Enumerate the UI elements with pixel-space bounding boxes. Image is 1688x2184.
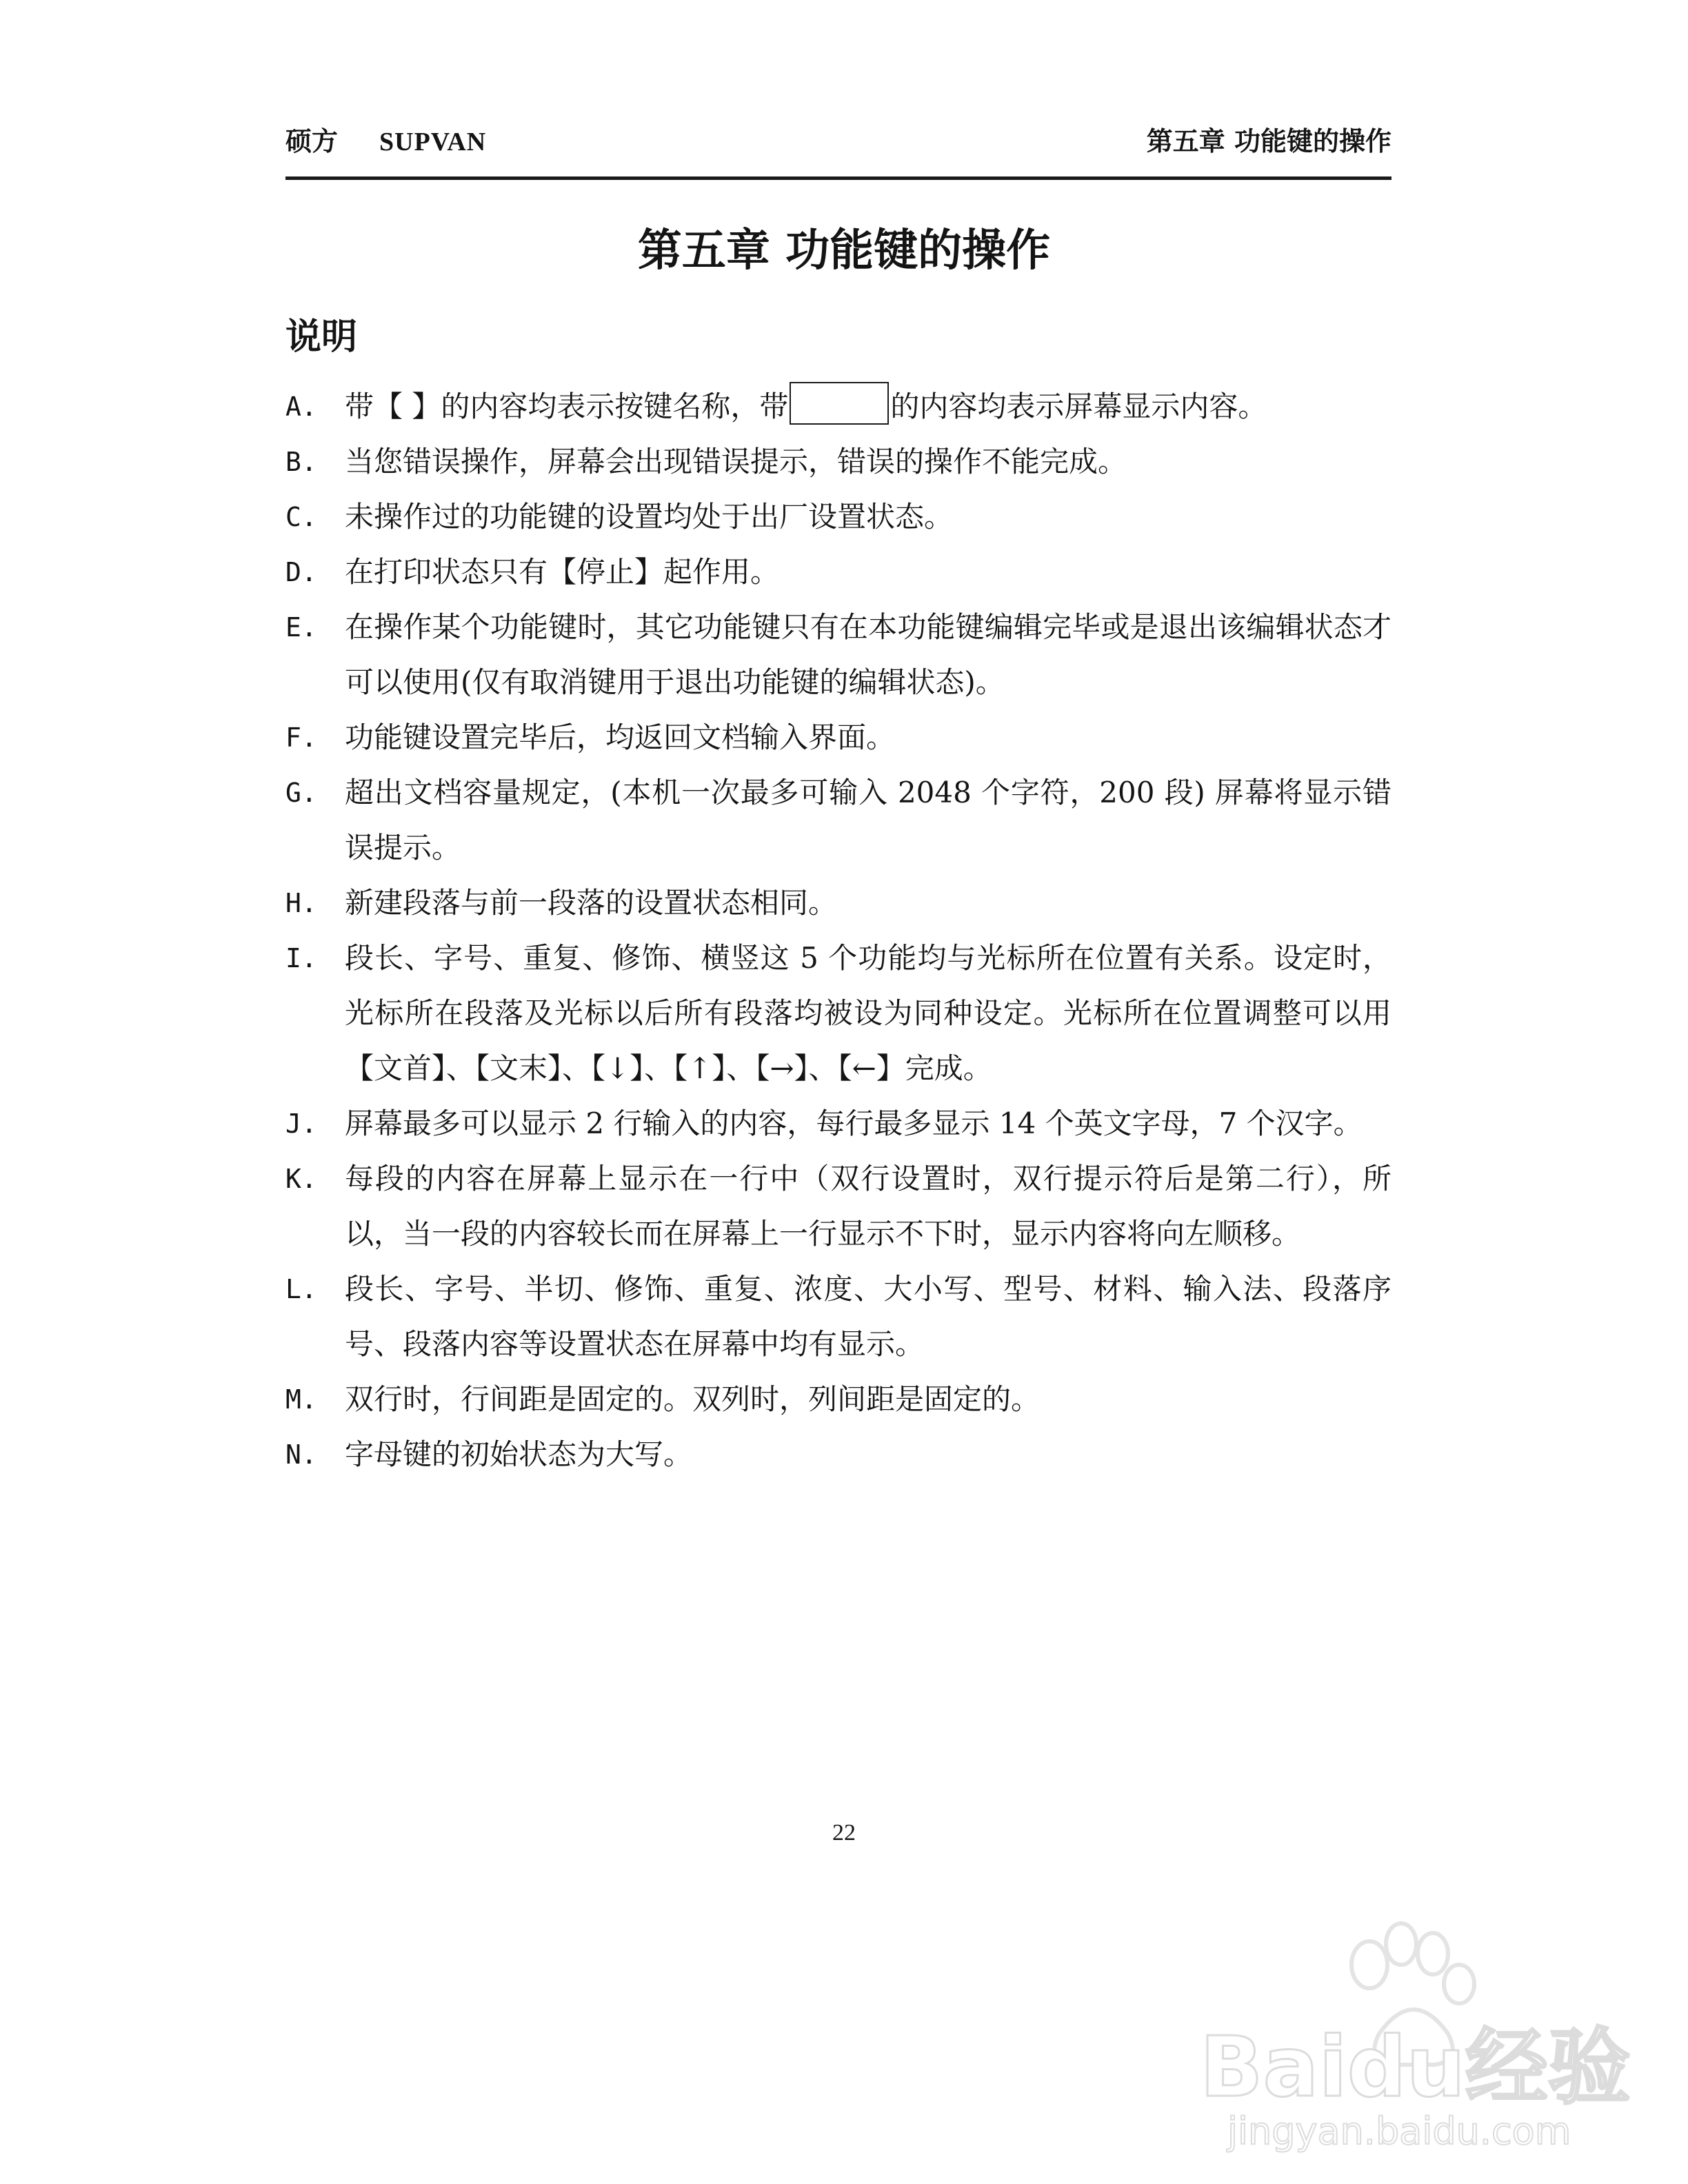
item-marker: B. <box>285 447 317 477</box>
list-item-e <box>285 600 1391 710</box>
item-text: 在打印状态只有【停止】起作用。 <box>345 555 780 589</box>
item-marker: F. <box>285 722 317 753</box>
item-marker: H. <box>285 888 317 918</box>
item-marker: G. <box>285 778 317 808</box>
chapter-title: 第五章 功能键的操作 <box>637 225 1051 276</box>
screen-content-box-icon <box>790 382 889 425</box>
list-item-h <box>285 876 1391 931</box>
item-marker: K. <box>285 1164 317 1194</box>
item-marker: A. <box>285 392 317 422</box>
baidu-jingyan-watermark-icon <box>1172 1889 1631 2153</box>
list-item-f <box>285 710 1391 765</box>
list-item-i <box>285 931 1391 1096</box>
list-item-n <box>285 1427 1391 1482</box>
watermark-brand: Baidu经验 <box>1200 2020 1631 2116</box>
header-chapter: 第五章 功能键的操作 <box>1146 125 1391 156</box>
item-marker: M. <box>285 1384 317 1415</box>
item-text: 在操作某个功能键时，其它功能键只有在本功能键编辑完毕或是退出该编辑状态才可以使用(仅有取消键用于退出功能键的编辑状态)。 <box>345 610 1391 699</box>
list-item-a <box>285 379 1391 434</box>
item-marker: E. <box>285 612 317 643</box>
item-marker: C. <box>285 502 317 532</box>
item-marker: I. <box>285 943 317 973</box>
instruction-list <box>285 379 1391 1482</box>
header-divider <box>285 176 1391 180</box>
list-item-j <box>285 1096 1391 1151</box>
item-text: 当您错误操作，屏幕会出现错误提示，错误的操作不能完成。 <box>345 445 1127 478</box>
item-marker: D. <box>285 557 317 587</box>
header-brand <box>285 120 486 158</box>
list-item-g <box>285 765 1391 876</box>
item-text: 双行时，行间距是固定的。双列时，列间距是固定的。 <box>345 1382 1041 1416</box>
header-brand-cn: 硕方 <box>285 125 339 156</box>
item-text: 段长、字号、半切、修饰、重复、浓度、大小写、型号、材料、输入法、段落序号、段落内容等设置状态在屏幕中均有显示。 <box>345 1272 1391 1361</box>
section-title: 说明 <box>285 316 358 358</box>
list-item-b <box>285 434 1391 489</box>
list-item-k <box>285 1151 1391 1262</box>
page-number: 22 <box>832 1820 856 1846</box>
watermark-url: jingyan.baidu.com <box>1227 2110 1571 2153</box>
item-text: 功能键设置完毕后，均返回文档输入界面。 <box>345 720 896 754</box>
item-text: 未操作过的功能键的设置均处于出厂设置状态。 <box>345 500 954 534</box>
item-text: 每段的内容在屏幕上显示在一行中（双行设置时，双行提示符后是第二行），所以，当一段的内容较长而在屏幕上一行显示不下时，显示内容将向左顺移。 <box>345 1162 1391 1251</box>
list-item-l <box>285 1262 1391 1372</box>
item-text: 屏幕最多可以显示 2 行输入的内容，每行最多显示 14 个英文字母，7 个汉字。 <box>345 1106 1363 1140</box>
item-text: 超出文档容量规定，(本机一次最多可输入 2048 个字符，200 段) 屏幕将显示错误提示。 <box>345 776 1391 865</box>
list-item-d <box>285 545 1391 600</box>
header-brand-en: SUPVAN <box>379 128 487 156</box>
item-text: 带【 】的内容均表示按键名称，带 的内容均表示屏幕显示内容。 <box>345 379 1391 434</box>
item-marker: J. <box>285 1109 317 1139</box>
list-item-c <box>285 489 1391 545</box>
item-marker: N. <box>285 1439 317 1470</box>
item-marker: L. <box>285 1274 317 1304</box>
item-text: 字母键的初始状态为大写。 <box>345 1437 693 1471</box>
item-text: 新建段落与前一段落的设置状态相同。 <box>345 886 838 920</box>
list-item-m <box>285 1372 1391 1427</box>
item-text: 段长、字号、重复、修饰、横竖这 5 个功能均与光标所在位置有关系。设定时，光标所在段落及光标以后所有段落均被设为同种设定。光标所在位置调整可以用【文首】、【文末】、【↓】、【↑】、【→】、【←】完成。 <box>345 941 1391 1085</box>
